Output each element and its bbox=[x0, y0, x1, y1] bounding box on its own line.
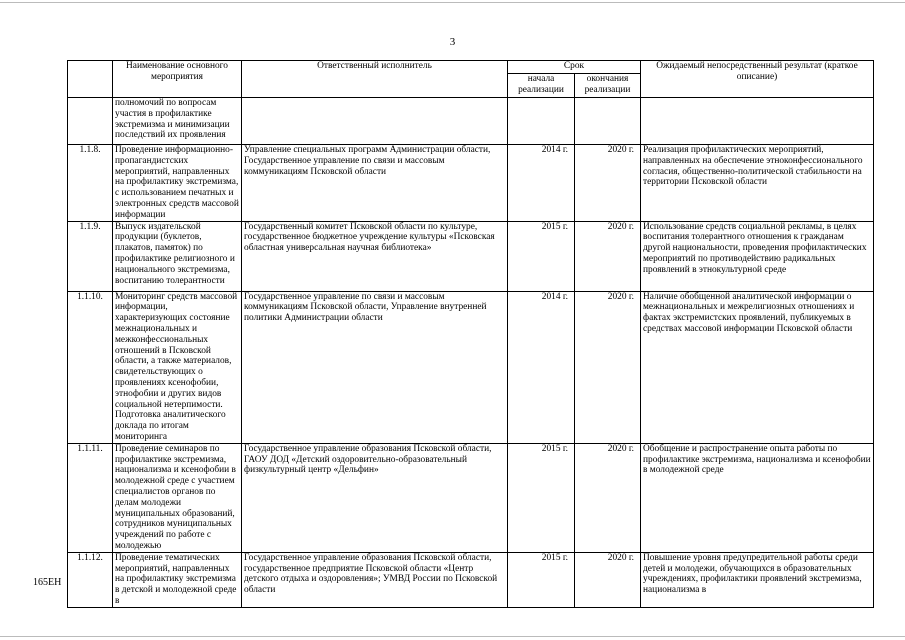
row-result: Обобщение и распространение опыта работы по профилактике экстремизма, национализма и ксенофобии в молодежной среде bbox=[641, 443, 874, 552]
row-executor: Государственное управление образования Псковской области, ГАОУ ДОД «Детский оздоровительно-образовательный физкультурный центр «Дельфин» bbox=[242, 443, 508, 552]
scan-edge-bottom bbox=[0, 636, 905, 637]
row-result: Реализация профилактических мероприятий, направленных на обеспечение этноконфессионального согласия, общественно-политической стабильности на территории Псковской области bbox=[641, 145, 874, 222]
header-executor: Ответственный исполнитель bbox=[242, 61, 508, 98]
header-start: начала реализации bbox=[508, 74, 575, 98]
table-row bbox=[68, 221, 874, 291]
row-end: 2020 г. bbox=[575, 443, 641, 552]
row-number: 1.1.10. bbox=[68, 291, 113, 443]
header-end: окончания реализации bbox=[575, 74, 641, 98]
row-number: 1.1.9. bbox=[68, 221, 113, 291]
row-result: Наличие обобщенной аналитической информации о межнациональных и межрелигиозных отношениях и фактах экстремистских проявлений, публикуемых в средствах массовой информации Псковской области bbox=[641, 291, 874, 443]
document-code: 165ЕН bbox=[33, 577, 62, 588]
header-term: Срок bbox=[508, 61, 641, 74]
table-row bbox=[68, 291, 874, 443]
continuation-text: полномочий по вопросам участия в профилактике экстремизма и минимизации последствий их проявления bbox=[113, 98, 242, 145]
row-executor: Управление специальных программ Администрации области, Государственное управление по связи и массовым коммуникациям Псковской области bbox=[242, 145, 508, 222]
row-start: 2015 г. bbox=[508, 552, 575, 607]
row-result: Использование средств социальной рекламы, в целях воспитания толерантного отношения к гражданам другой национальности, проведения профилактических мероприятий по противодействию радикальных проявлений в этнокультурной среде bbox=[641, 221, 874, 291]
row-start: 2014 г. bbox=[508, 145, 575, 222]
row-end: 2020 г. bbox=[575, 145, 641, 222]
table-row bbox=[68, 552, 874, 607]
page-number: 3 bbox=[449, 36, 456, 48]
row-name: Проведение тематических мероприятий, направленных на профилактику экстремизма в детской и молодежной среде в bbox=[113, 552, 242, 607]
table-row-continuation bbox=[68, 98, 874, 145]
row-number: 1.1.8. bbox=[68, 145, 113, 222]
row-result: Повышение уровня предупредительной работы среди детей и молодежи, обучающихся в образовательных учреждениях, профилактики проявлений экстремизма, национализма в bbox=[641, 552, 874, 607]
row-start: 2014 г. bbox=[508, 291, 575, 443]
row-name: Проведение информационно-пропагандистских мероприятий, направленных на профилактику экстремизма, с использованием печатных и электронных средств массовой информации bbox=[113, 145, 242, 222]
row-name: Выпуск издательской продукции (буклетов, плакатов, памяток) по профилактике религиозного и национального экстремизма, воспитанию толерантности bbox=[113, 221, 242, 291]
row-name: Проведение семинаров по профилактике экстремизма, национализма и ксенофобии в молодежной среде с участием специалистов органов по делам молодежи муниципальных образований, сотрудников муниципальных учреждений по работе с молодежью bbox=[113, 443, 242, 552]
header-result: Ожидаемый непосредственный результат (краткое описание) bbox=[641, 61, 874, 98]
row-name: Мониторинг средств массовой информации, характеризующих состояние межнациональных и межконфессиональных отношений в Псковской области, а также материалов, свидетельствующих о проявлениях ксенофобии, этнофобии и других видов социальной нетерпимости. Подготовка аналитического доклада по итогам мониторинга bbox=[113, 291, 242, 443]
row-end: 2020 г. bbox=[575, 552, 641, 607]
row-number: 1.1.11. bbox=[68, 443, 113, 552]
table-row bbox=[68, 145, 874, 222]
row-executor: Государственное управление по связи и массовым коммуникациям Псковской области, Управление внутренней политики Администрации области bbox=[242, 291, 508, 443]
measures-table bbox=[67, 60, 874, 608]
row-end: 2020 г. bbox=[575, 221, 641, 291]
row-end: 2020 г. bbox=[575, 291, 641, 443]
row-start: 2015 г. bbox=[508, 443, 575, 552]
row-number: 1.1.12. bbox=[68, 552, 113, 607]
header-number-cell bbox=[68, 61, 113, 98]
row-start: 2015 г. bbox=[508, 221, 575, 291]
row-executor: Государственное управление образования Псковской области, государственное предприятие Псковской области «Центр детского отдыха и оздоровления»; УМВД России по Псковской области bbox=[242, 552, 508, 607]
header-name: Наименование основного мероприятия bbox=[113, 61, 242, 98]
table-row bbox=[68, 443, 874, 552]
row-executor: Государственный комитет Псковской области по культуре, государственное бюджетное учреждение культуры «Псковская областная универсальная научная библиотека» bbox=[242, 221, 508, 291]
scan-edge-top bbox=[0, 2, 905, 3]
